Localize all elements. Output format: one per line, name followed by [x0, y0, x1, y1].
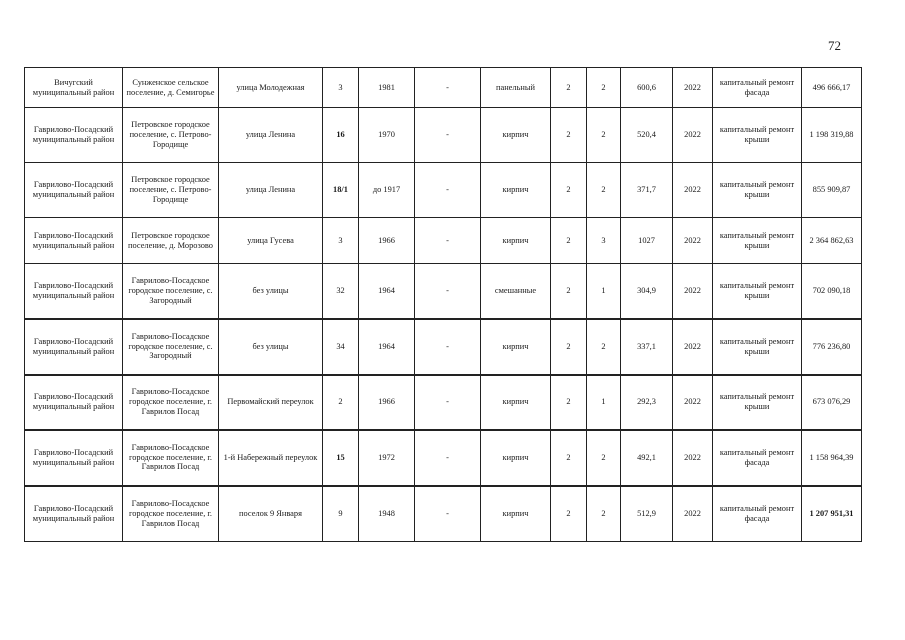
plan-year-cell: 2022 — [673, 108, 713, 163]
year-built-cell: 1972 — [359, 430, 415, 486]
wall-material-cell: кирпич — [481, 430, 551, 486]
work-type-cell: капитальный ремонт фасада — [713, 68, 802, 108]
year-built-cell: 1970 — [359, 108, 415, 163]
floors-cell: 2 — [551, 68, 587, 108]
street-cell: Первомайский переулок — [219, 375, 323, 430]
wall-material-cell: кирпич — [481, 163, 551, 218]
dash-cell: - — [415, 218, 481, 264]
work-type-cell: капитальный ремонт фасада — [713, 430, 802, 486]
entrances-cell: 1 — [587, 264, 621, 319]
district-cell: Гаврилово-Посадский муниципальный район — [25, 218, 123, 264]
year-built-cell: 1966 — [359, 375, 415, 430]
dash-cell: - — [415, 264, 481, 319]
house-number-cell: 9 — [323, 486, 359, 542]
dash-cell: - — [415, 430, 481, 486]
area-cell: 371,7 — [621, 163, 673, 218]
year-built-cell: 1964 — [359, 319, 415, 375]
district-cell: Гаврилово-Посадский муниципальный район — [25, 264, 123, 319]
settlement-cell: Гаврилово-Посадское городское поселение, с. Загородный — [123, 319, 219, 375]
page-number: 72 — [828, 38, 841, 53]
street-cell: без улицы — [219, 319, 323, 375]
dash-cell: - — [415, 319, 481, 375]
table-row — [25, 375, 862, 430]
floors-cell: 2 — [551, 108, 587, 163]
dash-cell: - — [415, 375, 481, 430]
wall-material-cell: панельный — [481, 68, 551, 108]
table-row — [25, 319, 862, 375]
district-cell: Гаврилово-Посадский муниципальный район — [25, 486, 123, 542]
work-type-cell: капитальный ремонт крыши — [713, 319, 802, 375]
cost-cell: 1 158 964,39 — [802, 430, 862, 486]
dash-cell: - — [415, 163, 481, 218]
cost-cell: 2 364 862,63 — [802, 218, 862, 264]
street-cell: поселок 9 Января — [219, 486, 323, 542]
street-cell: улица Ленина — [219, 108, 323, 163]
floors-cell: 2 — [551, 163, 587, 218]
plan-year-cell: 2022 — [673, 218, 713, 264]
year-built-cell: 1981 — [359, 68, 415, 108]
work-type-cell: капитальный ремонт крыши — [713, 264, 802, 319]
house-number-cell: 16 — [323, 108, 359, 163]
area-cell: 292,3 — [621, 375, 673, 430]
wall-material-cell: кирпич — [481, 486, 551, 542]
street-cell: улица Ленина — [219, 163, 323, 218]
plan-year-cell: 2022 — [673, 319, 713, 375]
area-cell: 337,1 — [621, 319, 673, 375]
settlement-cell: Петровское городское поселение, с. Петрово-Городище — [123, 108, 219, 163]
wall-material-cell: кирпич — [481, 218, 551, 264]
entrances-cell: 2 — [587, 430, 621, 486]
plan-year-cell: 2022 — [673, 375, 713, 430]
house-number-cell: 32 — [323, 264, 359, 319]
floors-cell: 2 — [551, 319, 587, 375]
house-number-cell: 2 — [323, 375, 359, 430]
area-cell: 520,4 — [621, 108, 673, 163]
dash-cell: - — [415, 68, 481, 108]
entrances-cell: 2 — [587, 68, 621, 108]
wall-material-cell: кирпич — [481, 319, 551, 375]
plan-year-cell: 2022 — [673, 264, 713, 319]
wall-material-cell: кирпич — [481, 108, 551, 163]
house-number-cell: 18/1 — [323, 163, 359, 218]
year-built-cell: 1966 — [359, 218, 415, 264]
district-cell: Гаврилово-Посадский муниципальный район — [25, 163, 123, 218]
table-row — [25, 486, 862, 542]
plan-year-cell: 2022 — [673, 163, 713, 218]
entrances-cell: 3 — [587, 218, 621, 264]
work-type-cell: капитальный ремонт крыши — [713, 108, 802, 163]
district-cell: Гаврилово-Посадский муниципальный район — [25, 108, 123, 163]
settlement-cell: Гаврилово-Посадское городское поселение, с. Загородный — [123, 264, 219, 319]
table-row — [25, 218, 862, 264]
entrances-cell: 2 — [587, 319, 621, 375]
entrances-cell: 2 — [587, 108, 621, 163]
cost-cell: 496 666,17 — [802, 68, 862, 108]
settlement-cell: Гаврилово-Посадское городское поселение, г. Гаврилов Посад — [123, 375, 219, 430]
work-type-cell: капитальный ремонт крыши — [713, 375, 802, 430]
floors-cell: 2 — [551, 430, 587, 486]
district-cell: Вичугский муниципальный район — [25, 68, 123, 108]
work-type-cell: капитальный ремонт крыши — [713, 163, 802, 218]
street-cell: улица Гусева — [219, 218, 323, 264]
table-row — [25, 264, 862, 319]
table-row — [25, 163, 862, 218]
year-built-cell: 1948 — [359, 486, 415, 542]
street-cell: 1-й Набережный переулок — [219, 430, 323, 486]
year-built-cell: до 1917 — [359, 163, 415, 218]
floors-cell: 2 — [551, 486, 587, 542]
house-number-cell: 15 — [323, 430, 359, 486]
area-cell: 304,9 — [621, 264, 673, 319]
housing-registry-table — [24, 67, 862, 542]
plan-year-cell: 2022 — [673, 486, 713, 542]
area-cell: 600,6 — [621, 68, 673, 108]
dash-cell: - — [415, 108, 481, 163]
settlement-cell: Петровское городское поселение, д. Морозово — [123, 218, 219, 264]
entrances-cell: 1 — [587, 375, 621, 430]
work-type-cell: капитальный ремонт крыши — [713, 218, 802, 264]
settlement-cell: Сунженское сельское поселение, д. Семигорье — [123, 68, 219, 108]
table-row — [25, 68, 862, 108]
street-cell: улица Молодежная — [219, 68, 323, 108]
cost-cell: 1 198 319,88 — [802, 108, 862, 163]
entrances-cell: 2 — [587, 486, 621, 542]
area-cell: 1027 — [621, 218, 673, 264]
area-cell: 492,1 — [621, 430, 673, 486]
cost-cell: 776 236,80 — [802, 319, 862, 375]
district-cell: Гаврилово-Посадский муниципальный район — [25, 319, 123, 375]
cost-cell: 673 076,29 — [802, 375, 862, 430]
house-number-cell: 3 — [323, 218, 359, 264]
dash-cell: - — [415, 486, 481, 542]
floors-cell: 2 — [551, 375, 587, 430]
settlement-cell: Гаврилово-Посадское городское поселение, г. Гаврилов Посад — [123, 486, 219, 542]
wall-material-cell: смешанные — [481, 264, 551, 319]
plan-year-cell: 2022 — [673, 430, 713, 486]
house-number-cell: 34 — [323, 319, 359, 375]
work-type-cell: капитальный ремонт фасада — [713, 486, 802, 542]
district-cell: Гаврилово-Посадский муниципальный район — [25, 430, 123, 486]
cost-cell: 702 090,18 — [802, 264, 862, 319]
settlement-cell: Петровское городское поселение, с. Петрово-Городище — [123, 163, 219, 218]
table-row — [25, 108, 862, 163]
settlement-cell: Гаврилово-Посадское городское поселение, г. Гаврилов Посад — [123, 430, 219, 486]
entrances-cell: 2 — [587, 163, 621, 218]
floors-cell: 2 — [551, 264, 587, 319]
cost-cell: 1 207 951,31 — [802, 486, 862, 542]
wall-material-cell: кирпич — [481, 375, 551, 430]
area-cell: 512,9 — [621, 486, 673, 542]
district-cell: Гаврилово-Посадский муниципальный район — [25, 375, 123, 430]
house-number-cell: 3 — [323, 68, 359, 108]
table-row — [25, 430, 862, 486]
cost-cell: 855 909,87 — [802, 163, 862, 218]
year-built-cell: 1964 — [359, 264, 415, 319]
street-cell: без улицы — [219, 264, 323, 319]
floors-cell: 2 — [551, 218, 587, 264]
plan-year-cell: 2022 — [673, 68, 713, 108]
